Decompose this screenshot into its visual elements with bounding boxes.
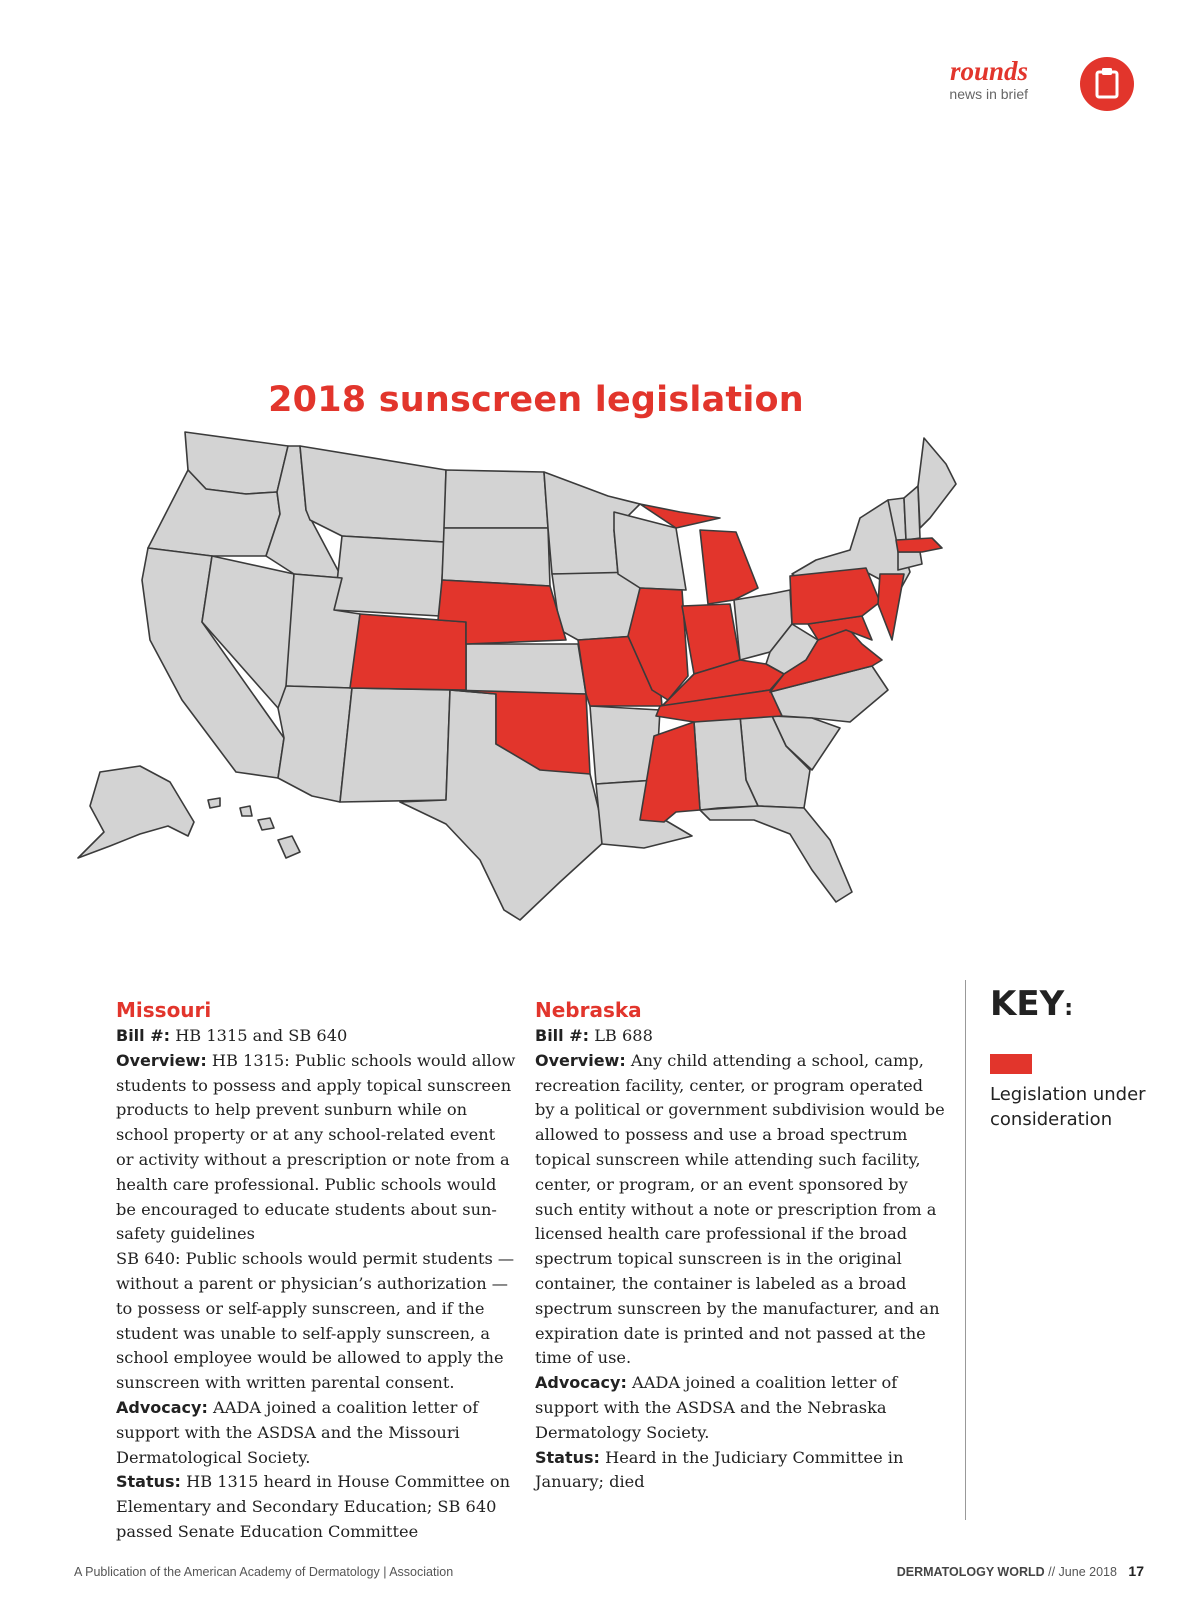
advocacy-label: Advocacy:	[116, 1397, 208, 1417]
state-kansas	[466, 644, 586, 694]
status-text: Heard in the Judiciary Committee in January; died	[535, 1447, 904, 1492]
footer-date: June 2018	[1058, 1565, 1117, 1579]
state-pennsylvania	[790, 568, 880, 624]
clipboard-icon	[1080, 57, 1134, 111]
bill-label: Bill #:	[116, 1026, 171, 1045]
article-status	[116, 1470, 516, 1544]
footer-publisher: A Publication of the American Academy of Dermatology | Association	[74, 1565, 454, 1579]
state-colorado	[350, 614, 466, 690]
key-divider	[965, 980, 966, 1520]
article-overview	[116, 1049, 516, 1247]
status-label: Status:	[535, 1447, 600, 1467]
key-swatch	[990, 1054, 1032, 1074]
status-label: Status:	[116, 1472, 181, 1492]
state-hawaii	[278, 836, 300, 858]
article-bill	[116, 1024, 516, 1049]
state-florida	[700, 806, 852, 902]
state-south-dakota	[442, 528, 550, 586]
map-title: 2018 sunscreen legislation	[268, 380, 804, 420]
article-bill	[535, 1024, 945, 1049]
article-nebraska	[535, 996, 945, 1495]
overview-label: Overview:	[116, 1050, 207, 1070]
key-title	[990, 984, 1073, 1024]
us-map	[60, 430, 1010, 960]
key-label: Legislation under consideration	[990, 1084, 1146, 1130]
footer-issue	[897, 1563, 1144, 1579]
bill-value: LB 688	[594, 1026, 653, 1045]
state-michigan	[700, 530, 758, 604]
state-hawaii-oahu	[240, 806, 252, 816]
article-advocacy	[535, 1371, 945, 1445]
article-status	[535, 1446, 945, 1496]
state-maine	[918, 438, 956, 528]
article-state-name: Missouri	[116, 998, 212, 1022]
article-missouri	[116, 996, 516, 1545]
subsection-name: news in brief	[949, 86, 1028, 102]
advocacy-text: AADA joined a coalition letter of support with the ASDSA and the Missouri Dermatological Society.	[116, 1397, 479, 1467]
article-overview	[535, 1049, 945, 1371]
article-state-name: Nebraska	[535, 998, 642, 1022]
state-hawaii-maui	[258, 818, 274, 830]
advocacy-label: Advocacy:	[535, 1373, 627, 1393]
state-alaska	[78, 766, 194, 858]
footer-publication: DERMATOLOGY WORLD	[896, 1565, 1045, 1579]
bill-value: HB 1315 and SB 640	[175, 1026, 348, 1045]
overview-text: Any child attending a school, camp, recreation facility, center, or program operated by a political or government subdivision would be allowed to possess and use a broad spectrum topical sunscreen while attending such facility, center, or program, or an event sponsored by such entity without a note or prescription from a licensed health care professional if the broad spectrum topical sunscreen is in the original container, the container is labeled as a broad spectrum sunscreen by the manufacturer, and an expiration date is printed and not passed at the time of use.	[535, 1050, 945, 1368]
state-massachusetts	[896, 538, 942, 552]
state-hawaii-kauai	[208, 798, 220, 808]
footer-separator: //	[1044, 1565, 1059, 1579]
key-title-text: KEY	[990, 984, 1065, 1024]
state-wyoming	[334, 536, 444, 616]
state-north-dakota	[444, 470, 548, 528]
article-advocacy	[116, 1396, 516, 1470]
key-title-colon: :	[1064, 996, 1074, 1021]
bill-label: Bill #:	[535, 1026, 590, 1045]
section-tag	[949, 58, 1028, 103]
overview-text: HB 1315: Public schools would allow students to possess and apply topical sunscreen products to help prevent sunburn while on school property or at any school-related event or activity without a prescription or note from a health care professional. Public schools would be encouraged to educate students about sun-safety guidelines	[116, 1050, 516, 1244]
state-arizona	[278, 686, 352, 802]
overview-label: Overview:	[535, 1050, 626, 1070]
article-overview-2: SB 640: Public schools would permit students — without a parent or physician’s authorization — to possess or self-apply sunscreen, and if the student was unable to self-apply sunscreen, a school employee would be allowed to apply the sunscreen with written parental consent.	[116, 1249, 515, 1393]
state-montana	[300, 446, 446, 542]
state-new-mexico	[340, 688, 450, 802]
page-number: 17	[1128, 1563, 1144, 1579]
section-name: rounds	[949, 56, 1028, 86]
state-new-jersey	[878, 574, 904, 640]
advocacy-text: AADA joined a coalition letter of support with the ASDSA and the Nebraska Dermatology Society.	[535, 1373, 898, 1442]
state-connecticut	[898, 552, 922, 570]
status-text: HB 1315 heard in House Committee on Elementary and Secondary Education; SB 640 passed Senate Education Committee	[116, 1472, 511, 1541]
